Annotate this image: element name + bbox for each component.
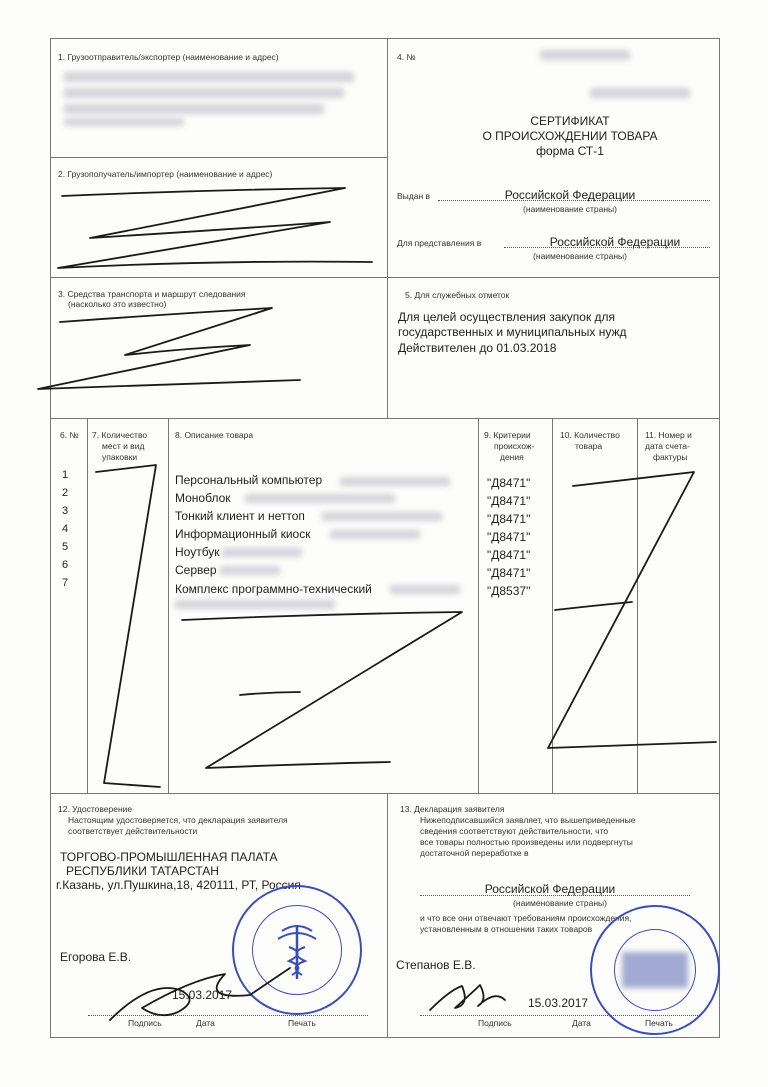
date-label: Дата bbox=[572, 1018, 591, 1028]
row-number: 2 bbox=[62, 487, 69, 499]
goods-description: Моноблок bbox=[175, 491, 231, 505]
box2-label: 2. Грузополучатель/импортер (наименование и адрес) bbox=[58, 169, 273, 179]
col-number-header: 6. № bbox=[60, 430, 79, 440]
col-invoice-header-3: фактуры bbox=[653, 452, 688, 462]
country-hint-3: (наименование страны) bbox=[513, 898, 607, 908]
box13-label: 13. Декларация заявителя bbox=[400, 804, 505, 814]
goods-description: Комплекс программно-технический bbox=[175, 582, 372, 596]
col-quantity-header-2: товара bbox=[575, 441, 603, 451]
origin-criterion: "Д8471" bbox=[487, 494, 531, 508]
signature-label: Подпись bbox=[478, 1018, 512, 1028]
origin-criterion: "Д8471" bbox=[487, 548, 531, 562]
box13-text-2: сведения соответствуют действительности, что bbox=[420, 826, 609, 836]
goods-description: Сервер bbox=[175, 563, 217, 577]
origin-criterion: "Д8537" bbox=[487, 584, 531, 598]
box5-line1: Для целей осуществления закупок для bbox=[398, 310, 616, 324]
box3-label-2: (насколько это известно) bbox=[68, 299, 167, 309]
box3-label: 3. Средства транспорта и маршрут следования bbox=[58, 289, 246, 299]
col-invoice-header-2: дата счета- bbox=[645, 441, 690, 451]
box1-label: 1. Грузоотправитель/экспортер (наименование и адрес) bbox=[58, 52, 279, 62]
issued-in-country: Российской Федерации bbox=[504, 188, 636, 202]
date-label: Дата bbox=[196, 1018, 215, 1028]
box13-text-6: установленным в отношении таких товаров bbox=[420, 924, 593, 934]
box5-label: 5. Для служебных отметок bbox=[405, 290, 510, 300]
signature-label: Подпись bbox=[128, 1018, 162, 1028]
col-criteria-header-2: происхож- bbox=[494, 441, 535, 451]
box5-line3: Действителен до 01.03.2018 bbox=[398, 341, 557, 355]
box5-line2: государственных и муниципальных нужд bbox=[398, 325, 627, 339]
declarant-name: Степанов Е.В. bbox=[396, 958, 476, 972]
certificate-subtitle: О ПРОИСХОЖДЕНИИ ТОВАРА bbox=[482, 129, 658, 143]
box4-label: 4. № bbox=[397, 52, 416, 62]
seal-label: Печать bbox=[645, 1018, 673, 1028]
chamber-address: г.Казань, ул.Пушкина,18, 420111, РТ, Россия bbox=[56, 878, 301, 892]
goods-description: Ноутбук bbox=[175, 545, 220, 559]
country-hint-2: (наименование страны) bbox=[533, 251, 627, 261]
origin-criterion: "Д8471" bbox=[487, 476, 531, 490]
col-packages-header-2: мест и вид bbox=[102, 441, 145, 451]
goods-description: Тонкий клиент и неттоп bbox=[175, 509, 305, 523]
col-criteria-header-3: дения bbox=[500, 452, 524, 462]
box13-text-5: и что все они отвечают требованиям происхождения, bbox=[420, 913, 632, 923]
row-number: 6 bbox=[62, 559, 69, 571]
chamber-name-2: РЕСПУБЛИКИ ТАТАРСТАН bbox=[66, 864, 219, 878]
box13-text-3: все товары полностью произведены или подвергнуты bbox=[420, 837, 633, 847]
col-description-header: 8. Описание товара bbox=[175, 430, 254, 440]
declaration-country: Российской Федерации bbox=[484, 882, 616, 896]
box12-text-1: Настоящим удостоверяется, что декларация заявителя bbox=[68, 815, 288, 825]
row-number: 1 bbox=[62, 469, 69, 481]
certifier-name: Егорова Е.В. bbox=[60, 950, 132, 964]
certifier-date: 15.03.2017 bbox=[172, 988, 233, 1002]
col-packages-header-3: упаковки bbox=[102, 452, 138, 462]
certificate-form: форма СТ-1 bbox=[536, 144, 604, 158]
box12-text-2: соответствует действительности bbox=[68, 826, 198, 836]
row-number: 7 bbox=[62, 577, 69, 589]
row-number: 4 bbox=[62, 523, 69, 535]
origin-criterion: "Д8471" bbox=[487, 530, 531, 544]
col-invoice-header: 11. Номер и bbox=[645, 430, 692, 440]
origin-criterion: "Д8471" bbox=[487, 512, 531, 526]
box12-label: 12. Удостоверение bbox=[58, 804, 133, 814]
for-country: Российской Федерации bbox=[549, 235, 681, 249]
row-number: 5 bbox=[62, 541, 69, 553]
certificate-title: СЕРТИФИКАТ bbox=[530, 114, 610, 128]
box13-text-1: Нижеподписавшийся заявляет, что вышеприведенные bbox=[420, 815, 636, 825]
box13-text-4: достаточной переработке в bbox=[420, 848, 529, 858]
col-quantity-header: 10. Количество bbox=[560, 430, 620, 440]
origin-criterion: "Д8471" bbox=[487, 566, 531, 580]
issued-in-label: Выдан в bbox=[397, 191, 431, 201]
row-number: 3 bbox=[62, 505, 69, 517]
col-packages-header: 7. Количество bbox=[92, 430, 148, 440]
for-label: Для представления в bbox=[397, 238, 482, 248]
chamber-name-1: ТОРГОВО-ПРОМЫШЛЕННАЯ ПАЛАТА bbox=[60, 850, 278, 864]
seal-label: Печать bbox=[288, 1018, 316, 1028]
goods-description: Персональный компьютер bbox=[175, 473, 323, 487]
col-criteria-header: 9. Критерии bbox=[484, 430, 531, 440]
declarant-date: 15.03.2017 bbox=[528, 996, 589, 1010]
country-hint: (наименование страны) bbox=[523, 204, 617, 214]
goods-description: Информационный киоск bbox=[175, 527, 311, 541]
